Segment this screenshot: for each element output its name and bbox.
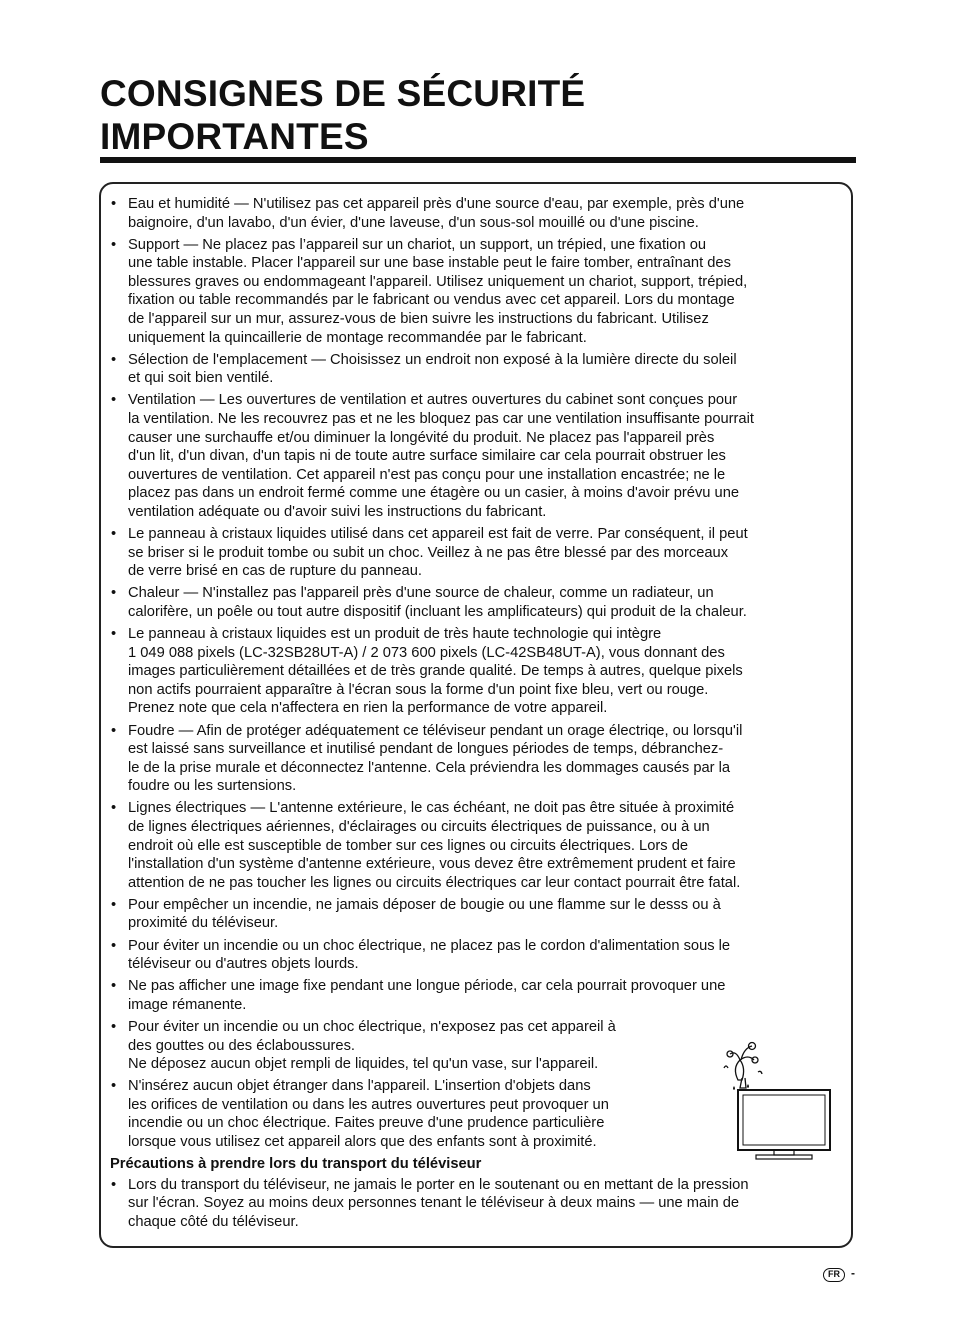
bullet-icon: • <box>111 1018 117 1035</box>
item-text-line: les orifices de ventilation ou dans les autres ouvertures peut provoquer un <box>128 1096 609 1113</box>
item-text-line: Pour éviter un incendie ou un choc électrique, n'exposez pas cet appareil à <box>128 1018 616 1035</box>
item-text-line: calorifère, un poêle ou tout autre dispositif (incluant les amplificateurs) qui produit de la chaleur. <box>128 603 747 620</box>
item-text-line: Ventilation — Les ouvertures de ventilation et autres ouvertures du cabinet sont conçues pour <box>128 392 738 409</box>
list-item <box>110 799 848 892</box>
item-text-line: incendie ou un choc électrique. Faites preuve d'une prudence particulière <box>128 1115 605 1132</box>
list-item <box>110 896 848 933</box>
bullet-icon: • <box>111 585 117 602</box>
page-number-dash: - <box>851 1266 855 1280</box>
title-line-1: CONSIGNES DE SÉCURITÉ <box>100 73 586 114</box>
bullet-icon: • <box>111 722 117 739</box>
item-text-line: Ne pas afficher une image fixe pendant une longue période, car cela pourrait provoquer une <box>128 978 726 995</box>
bullet-icon: • <box>111 351 117 368</box>
list-item <box>110 236 848 348</box>
item-text-line: se briser si le produit tombe ou subit un choc. Veillez à ne pas être blessé par des morceaux <box>128 544 729 561</box>
item-text-line: Pour éviter un incendie ou un choc électrique, ne placez pas le cordon d'alimentation sous le <box>128 937 731 954</box>
item-text-line: proximité du téléviseur. <box>128 915 279 932</box>
bullet-icon: • <box>111 937 117 954</box>
item-text-line: Prenez note que cela n'affectera en rien la performance de votre appareil. <box>128 700 608 717</box>
language-badge: FR <box>823 1268 845 1282</box>
item-text-line: Le panneau à cristaux liquides est un produit de très haute technologie qui intègre <box>128 626 662 643</box>
item-text-line: N'insérez aucun objet étranger dans l'appareil. L'insertion d'objets dans <box>128 1078 591 1095</box>
bullet-icon: • <box>111 1176 117 1193</box>
item-text-line: attention de ne pas toucher les lignes ou circuits électriques car leur contact pourrait être fatal. <box>128 874 741 891</box>
bullet-icon: • <box>111 526 117 543</box>
item-text-line: image rémanente. <box>128 996 247 1013</box>
item-text-line: causer une surchauffe et/ou diminuer la longévité du produit. Ne placez pas l'appareil près <box>128 429 715 446</box>
item-text-line: et qui soit bien ventilé. <box>128 370 274 387</box>
item-text-line: l'installation d'un système d'antenne extérieure, vous devez être extrêmement prudent et faire <box>128 856 736 873</box>
item-text-line: Lors du transport du téléviseur, ne jamais le porter en le soutenant ou en mettant de la pression <box>128 1176 749 1193</box>
tv-with-vase-icon <box>718 1038 834 1162</box>
list-item <box>110 351 848 388</box>
item-text-line: Support — Ne placez pas l’appareil sur un chariot, un support, un trépied, une fixation ou <box>128 236 707 253</box>
item-text-line: le de la prise murale et déconnectez l'antenne. Cela préviendra les dommages causés par la <box>128 759 731 776</box>
bullet-icon: • <box>111 626 117 643</box>
item-text-line: Ne déposez aucun objet rempli de liquides, tel qu'un vase, sur l'appareil. <box>128 1056 599 1073</box>
item-text-line: endroit où elle est susceptible de tomber sur ces lignes ou circuits électriques. Lors de <box>128 837 689 854</box>
item-text-line: la ventilation. Ne les recouvrez pas et ne les bloquez pas car une ventilation insuffisante pourrait <box>128 411 754 428</box>
item-text-line: Chaleur — N'installez pas l'appareil près d'une source de chaleur, comme un radiateur, un <box>128 585 714 602</box>
bullet-icon: • <box>111 800 117 817</box>
list-item <box>110 525 848 581</box>
item-text-line: uniquement la quincaillerie de montage recommandée par le fabricant. <box>128 329 587 346</box>
item-text-line: de lignes électriques aériennes, d'éclairages ou circuits électriques de puissance, ou à un <box>128 819 710 835</box>
list-item <box>110 584 848 621</box>
item-text-line: Foudre — Afin de protéger adéquatement ce téléviseur pendant un orage électriqe, ou lorsqu'il <box>128 722 743 739</box>
item-text-line: Sélection de l'emplacement — Choisissez un endroit non exposé à la lumière directe du soleil <box>128 351 737 368</box>
list-item <box>110 977 848 1014</box>
item-text-line: baignoire, d'un lavabo, d'un évier, d'une laveuse, d'un sous-sol mouillé ou d'une piscine. <box>128 214 699 231</box>
item-text-line: 1 049 088 pixels (LC-32SB28UT-A) / 2 073 600 pixels (LC-42SB48UT-A), vous donnant des <box>128 644 725 661</box>
title-rule <box>100 157 856 163</box>
item-text-line: sur l'écran. Soyez au moins deux personnes tenant le téléviseur à deux mains — une main de <box>128 1195 740 1212</box>
list-item <box>110 1176 848 1232</box>
list-item <box>110 937 848 974</box>
list-item <box>110 1077 718 1151</box>
item-text-line: ouvertures de ventilation. Cet appareil n'est pas conçu pour une installation encastrée; ne le <box>128 466 726 483</box>
item-text-line: images particulièrement détaillées et de très grande qualité. De temps à autres, quelque pixels <box>128 663 743 680</box>
item-text-line: foudre ou les surtensions. <box>128 778 297 795</box>
item-text-line: chaque côté du téléviseur. <box>128 1213 299 1230</box>
item-text-line: blessures graves ou endommageant l'appareil. Utilisez uniquement un chariot, support, trépied, <box>128 273 748 290</box>
bullet-icon: • <box>111 392 117 409</box>
list-item <box>110 195 848 232</box>
item-text-line: téléviseur ou d'autres objets lourds. <box>128 956 359 973</box>
list-item <box>110 722 848 796</box>
item-text-line: fixation ou table recommandés par le fabricant ou vendus avec cet appareil. Lors du montage <box>128 292 735 309</box>
item-text-line: des gouttes ou des éclaboussures. <box>128 1037 355 1054</box>
bullet-icon: • <box>111 1078 117 1095</box>
item-text-line: est laissé sans surveillance et inutilisé pendant de longues périodes de temps, débranchez- <box>128 741 724 758</box>
list-item <box>110 1018 718 1074</box>
item-text-line: de verre brisé en cas de rupture du panneau. <box>128 563 422 580</box>
item-text-line: non actifs pourraient apparaître à l'écran sous la forme d'un point fixe bleu, vert ou rouge. <box>128 681 709 698</box>
item-text-line: d'un lit, d'un divan, d'un tapis ni de toute autre surface similaire car cela pourrait obstruer les <box>128 448 726 465</box>
transport-heading: Précautions à prendre lors du transport du téléviseur <box>110 1156 482 1173</box>
page-title <box>100 72 856 158</box>
item-text-line: ventilation adéquate ou d'avoir suivi les instructions du fabricant. <box>128 504 547 520</box>
list-item <box>110 625 848 718</box>
item-text-line: Le panneau à cristaux liquides utilisé dans cet appareil est fait de verre. Par conséquent, il peut <box>128 526 748 543</box>
bullet-icon: • <box>111 236 117 253</box>
item-text-line: placez pas dans un endroit fermé comme une étagère ou un casier, à moins d'avoir prévu une <box>128 485 740 502</box>
item-text-line: Eau et humidité — N'utilisez pas cet appareil près d'une source d'eau, par exemple, près d'une <box>128 196 745 212</box>
item-text-line: lorsque vous utilisez cet appareil alors que des enfants sont à proximité. <box>128 1134 597 1150</box>
title-line-2: IMPORTANTES <box>100 116 369 157</box>
list-item <box>110 391 848 521</box>
bullet-icon: • <box>111 896 117 913</box>
item-text-line: de l'appareil sur un mur, assurez-vous de bien suivre les instructions du fabricant. Utilisez <box>128 311 709 328</box>
item-text-line: Pour empêcher un incendie, ne jamais déposer de bougie ou une flamme sur le desss ou à <box>128 896 721 913</box>
item-text-line: une table instable. Placer l'appareil sur une base instable peut le faire tomber, entraînant des <box>128 255 731 272</box>
item-text-line: Lignes électriques — L'antenne extérieure, le cas échéant, ne doit pas être située à proximité <box>128 800 735 817</box>
bullet-icon: • <box>111 196 117 212</box>
bullet-icon: • <box>111 978 117 995</box>
